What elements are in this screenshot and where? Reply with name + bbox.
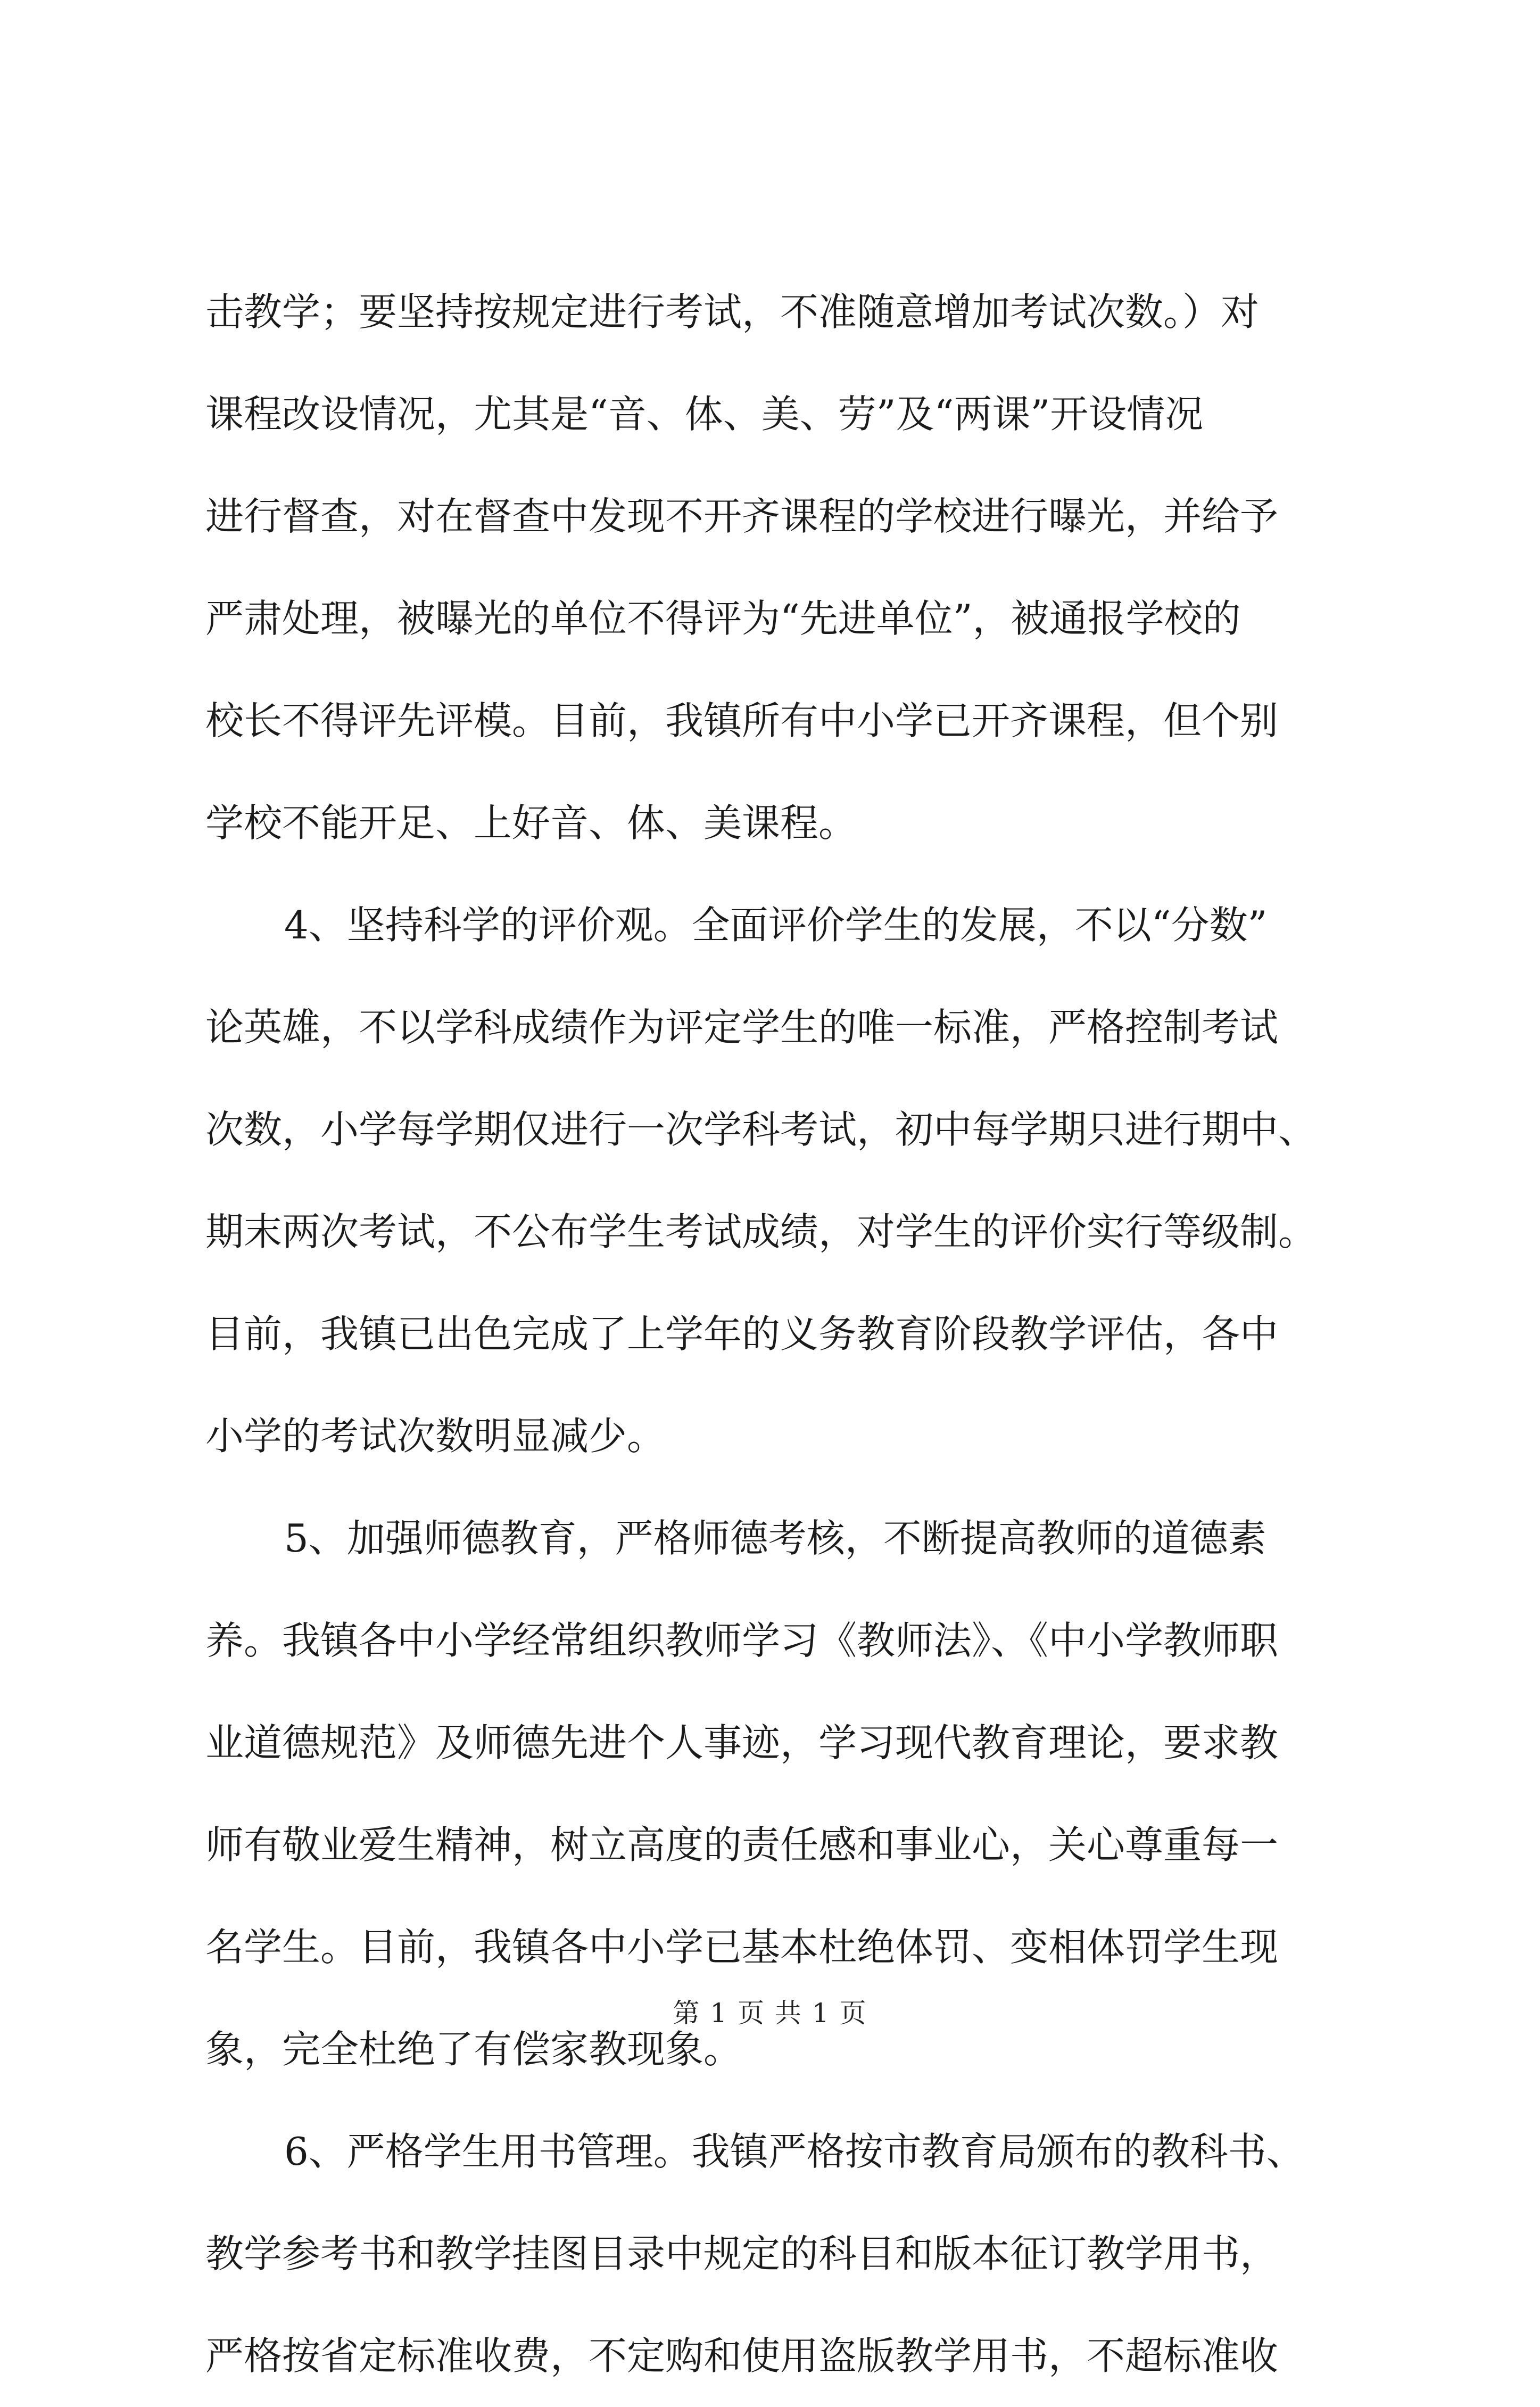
text-line: 进行督查，对在督查中发现不开齐课程的学校进行曝光，并给予 [205,494,1279,539]
text-line: 课程改设情况，尤其是“音、体、美、劳”及“两课”开设情况 [205,392,1204,436]
paragraph-item-4 [205,874,1355,1487]
text-line: 业道德规范》及师德先进个人事迹，学习现代教育理论，要求教 [205,1720,1279,1765]
text-line: 学校不能开足、上好音、体、美课程。 [205,801,857,845]
text-line: 名学生。目前，我镇各中小学已基本杜绝体罚、变相体罚学生现 [205,1925,1279,1969]
text-line: 养。我镇各中小学经常组织教师学习《教师法》、《中小学教师职 [205,1618,1279,1663]
text-line: 4、坚持科学的评价观。全面评价学生的发展，不以“分数” [284,903,1268,947]
paragraph-continuation [205,261,1355,874]
text-line: 小学的考试次数明显减少。 [205,1414,666,1458]
text-line: 目前，我镇已出色完成了上学年的义务教育阶段教学评估，各中 [205,1312,1279,1356]
text-line: 6、严格学生用书管理。我镇严格按市教育局颁布的教科书、 [284,2129,1305,2174]
text-line: 严格按省定标准收费，不定购和使用盗版教学用书，不超标准收 [205,2334,1279,2378]
body-text [205,261,1355,2407]
text-line: 次数，小学每学期仅进行一次学科考试，初中每学期只进行期中、 [205,1107,1317,1152]
text-line: 5、加强师德教育，严格师德考核，不断提高教师的道德素 [284,1516,1266,1561]
text-line: 击教学；要坚持按规定进行考试，不准随意增加考试次数。）对 [205,290,1260,334]
text-line: 期末两次考试，不公布学生考试成绩，对学生的评价实行等级制。 [205,1209,1317,1254]
text-line: 严肃处理，被曝光的单位不得评为“先进单位”，被通报学校的 [205,596,1241,641]
text-line: 教学参考书和教学挂图目录中规定的科目和版本征订教学用书， [205,2231,1279,2276]
paragraph-item-6 [205,2100,1355,2407]
text-line: 象，完全杜绝了有偿家教现象。 [205,2027,742,2072]
page-number-label: 第 1 页 共 1 页 [673,1998,867,2029]
text-line: 师有敬业爱生精神，树立高度的责任感和事业心，关心尊重每一 [205,1823,1279,1867]
text-line: 校长不得评先评模。目前，我镇所有中小学已开齐课程，但个别 [205,698,1279,743]
text-line: 论英雄，不以学科成绩作为评定学生的唯一标准，严格控制考试 [205,1005,1279,1050]
page-footer [0,1997,1540,2029]
